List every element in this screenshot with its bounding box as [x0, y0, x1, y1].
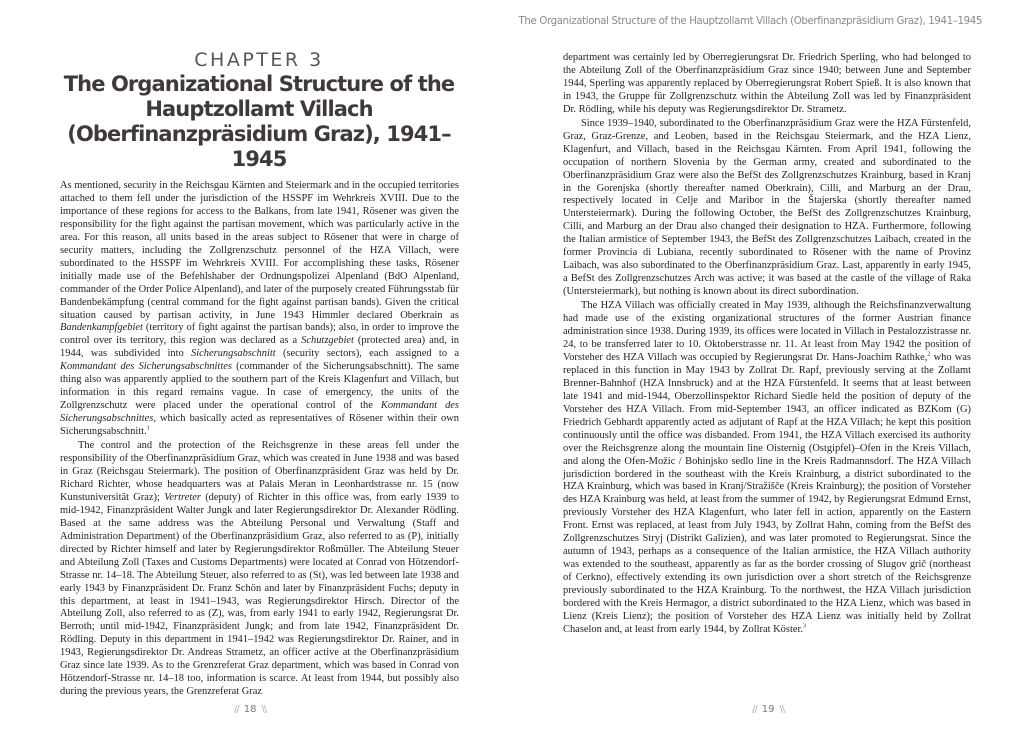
text-run: (territory of fight against the partisan bands); also, in order to improve the control over its territory, this region was declared as a [60, 322, 459, 347]
text-run: (commander of the Sicherungsabschnitt). The same thing also was apparently applied to the southern part of the Kreis Klagenfurt and Villach, but information in this regard remains vague. In case of emergency, the units of the Zollgrenzschutz were placed under the operational control of the [60, 361, 460, 412]
text-run: Since 1939–1940, subordinated to the Oberfinanzpräsidium Graz were the HZA Fürstenfeld, Graz, Graz-Grenze, and Leoben, based in the Reichsgau Steiermark, and the HZA Lienz, Klagenfurt, and Villach, based in the Reichsgau Kärnten. From April 1941, following the occupation of northern Slovenia by the German army, created and subordinated to the Oberfinanzpräsidium Graz were also the BefSt des Zollgrenzschutzes Krainburg, based in Kranj in the Gorenjska (shortly thereafter named Oberkrain), Cilli, and Marburg an der Drau, respectively located in Celje and Maribor in the Štajerska (shortly thereafter named Untersteiermark). During the following October, the BefSt des Zollgrenzschutzes Krainburg, Cilli, and Marburg an der Drau also changed their designation to HZA. Furthermore, following the Italian armistice of September 1943, the BefSt des Zollgrenzschutzes Laibach, created in the former Provincia di Lubiana, recently subordinated to Rösener with the name of Provinz Laibach, was also subordinated to the Oberfinanzpräsidium Graz. Last, apparently in early 1945, a BefSt des Zollgrenzschutzes Arch was active; it was based at the castle of the village of Raka (Untersteiermark), but nothing is known about its direct subordination. [563, 117, 971, 298]
italic-term: Bandenkampfgebiet [60, 322, 143, 334]
chapter-title: The Organizational Structure of the Hauptzollamt Villach (Oberfinanzpräsidium Graz), 1941–1945 [63, 72, 455, 171]
page-number [229, 704, 271, 716]
text-run: (protected area) and, in 1944, was subdivided into [60, 335, 459, 360]
running-head: The Organizational Structure of the Hauptzollamt Villach (Oberfinanzpräsidium Graz), 1941–1945 [518, 16, 982, 27]
italic-term: Sicherungsabschnitt [191, 348, 276, 360]
page-number-value: 18 [243, 704, 257, 715]
left-body-text [60, 180, 459, 699]
page-number [747, 704, 789, 716]
text-run: department was certainly led by Oberregierungsrat Dr. Friedrich Sperling, who had belonged to the Abteilung Zoll of the Oberfinanzpräsidium Graz since 1940; between June and September 1944, Sperling was apparently replaced by Oberregierungsrat Robert Spieß. It is also known that in 1943, the Gruppe für Zollgrenzschutz within the Abteilung Zoll was led by Finanzpräsident Dr. Rödling, while his deputy was Regierungsdirektor Dr. Strametz. [563, 52, 971, 115]
paragraph [563, 300, 971, 637]
text-run: The HZA Villach was officially created in May 1939, although the Reichsfinanzverwaltung had made use of the existing organizational structures of the former Austrian finance administration since 1938. During 1939, its offices were located in Villach in Pestalozzistrasse nr. 24, to be transferred later to 10. Oktoberstrasse nr. 11. At least from May 1942 the position of Vorsteher des HZA Villach was occupied by Regierungsrat Dr. Hans-Joachim Rathke, [563, 300, 971, 363]
text-run: (security sectors), each assigned to a [275, 348, 459, 360]
footnote-ref[interactable]: 1 [146, 425, 150, 432]
folio-right-mark: \\ [261, 704, 267, 715]
page-number-value: 19 [761, 704, 775, 715]
text-run: As mentioned, security in the Reichsgau Kärnten and Steiermark and in the occupied territories attached to them fell under the jurisdiction of the HSSPF im Wehrkreis XVIII. Due to the importance of these regions for access to the Balkans, from late 1941, Rösener was given the responsibility for the fight against the partisan movement, which was particularly active in the area. For this reason, all units based in the areas subject to Rösener that were in charge of security matters, including the Zollgrenzschutz personnel of the HZA Villach, were subordinated to the HSSPF im Wehrkreis XVIII. For accomplishing these tasks, Rösener initially made use of the Befehlshaber der Ordnungspolizei Alpenland (BdO Alpenland, commander of the Order Police Alpenland), and later of the purposely created Führungsstab für Bandenbekämpfung (central command for the fight against partisan bands). Given the critical situation caused by partisan activity, in June 1943 Himmler declared Oberkrain as [60, 180, 459, 321]
paragraph [60, 180, 459, 439]
folio-left-mark: // [234, 704, 239, 715]
paragraph [563, 118, 971, 299]
right-page [512, 0, 1024, 731]
text-run: (deputy) of Richter in this office was, from early 1939 to mid-1942, Finanzpräsident Walter Jungk and later Regierungsdirektor Dr. Alexander Rödling. Based at the same address was the Abteilung Personal und Verwaltung (Staff and Administration Department) of the Oberfinanzpräsidium Graz, also referred to as (P), initially directed by Richter himself and later by Regierungsdirektor Roßmüller. The Abteilung Steuer and Abteilung Zoll (Taxes and Customs Departments) were located at Conrad von Hötzendorf-Strasse nr. 14–18. The Abteilung Steuer, also referred to as (St), was led between late 1938 and early 1943 by Finanzpräsident Dr. Franz Schön and later by Finanzpräsident Fuchs; deputy in this department, at least in 1941–1943, was Regierungsdirektor Hirsch. Director of the Abteilung Zoll, also referred to as (Z), was, from early 1941 to early 1942, Regierungsrat Dr. Berroth; until mid-1942, Finanzpräsident Jungk; and from late 1942, Finanzpräsident Dr. Rödling. Deputy in this department in 1941–1942 was Regierungsdirektor Dr. Rainer, and in 1943, Regierungsdirektor Dr. Andreas Strametz, an officer active at the Oberfinanzpräsidium Graz since late 1939. As to the Grenzreferat Graz department, which was based in Conrad von Hötzendorf-Strasse nr. 14–18 too, information is scarce. At least from 1944, but possibly also during the previous years, the Grenzreferat Graz [60, 491, 460, 698]
right-body-text [563, 52, 971, 637]
paragraph [563, 52, 971, 117]
italic-term: Kommandant des Sicherungsabschnittes [60, 400, 459, 425]
footnote-ref[interactable]: 3 [803, 623, 807, 630]
chapter-label: CHAPTER 3 [194, 49, 324, 71]
folio-right-mark: \\ [779, 704, 785, 715]
folio-left-mark: // [752, 704, 757, 715]
text-run: The control and the protection of the Reichsgrenze in these areas fell under the responsibility of the Oberfinanzpräsidium Graz, which was created in June 1938 and was based in Graz (Reichsgau Steiermark). The position of Oberfinanzpräsident Graz was held by Dr. Richard Richter, whose headquarters was at Palais Meran in Leonhardstrasse nr. 15 (now Kunstuniversität Graz); [60, 440, 459, 503]
paragraph [60, 440, 459, 699]
italic-term: Schutzgebiet [301, 335, 354, 347]
italic-term: Vertreter [164, 491, 201, 503]
text-run: who was replaced in this function in May 1943 by Zollrat Dr. Rapf, previously serving at the Zollamt Brenner-Bahnhof (HZA Innsbruck) and at the HZA Fürstenfeld. It seems that at least between late 1941 and mid-1944, Oberzollinspektor Richard Siedle held the position of deputy of the Vorsteher des HZA Villach. From mid-September 1943, an officer indicated as BZKom (G) Friedrich Gebhardt apparently acted as adjutant of Rapf at the HZA Villach; he kept this position continuously until the office was disbanded. From 1941, the HZA Villach exercised its authority over the Reichsgrenze along the mountain line Oisternig (Ostgipfel)–Ofen in the Kreis Villach, and along the Ofen-Možic / Bohinjsko sedlo line in the Kreis Radmannsdorf. The HZA Villach jurisdiction bordered in the southeast with the Kreis Krainburg, a district subordinated to the HZA Krainburg, which was based in Kranj/Stražišče (Kreis Krainburg); the position of Vorsteher des HZA Krainburg was held, at least from the summer of 1942, by Regierungsrat Edmund Ernst, previously Vorsteher des HZA Klagenfurt, who later fell in action, apparently on the Eastern Front. Ernst was replaced, at least from July 1943, by Zollrat Hahn, coming from the BefSt des Zollgrenzschutzes Stryj (Distrikt Galizien), and was later promoted to Regierungsrat. Since the autumn of 1943, perhaps as a consequence of the Italian armistice, the HZA Villach authority was extended to the southeast, apparently as far as the border crossing of Slugov grič (northeast of Cerkno), effectively extending its own jurisdiction over a short stretch of the Reichsgrenze previously subordinated to the HZA Krainburg. To the northwest, the HZA Villach jurisdiction bordered with the Kreis Hermagor, a district subordinated to the HZA Lienz, which was based in Lienz (Kreis Lienz); the position of Vorsteher des HZA Lienz was initially held by Zollrat Chaselon and, at least from early 1944, by Zollrat Köster. [563, 351, 971, 635]
footnote-ref[interactable]: 2 [927, 351, 931, 358]
text-run: , which basically acted as representatives of Rösener within their own Sicherungsabschnitt. [60, 413, 459, 438]
italic-term: Kommandant des Sicherungsabschnittes [60, 361, 232, 373]
